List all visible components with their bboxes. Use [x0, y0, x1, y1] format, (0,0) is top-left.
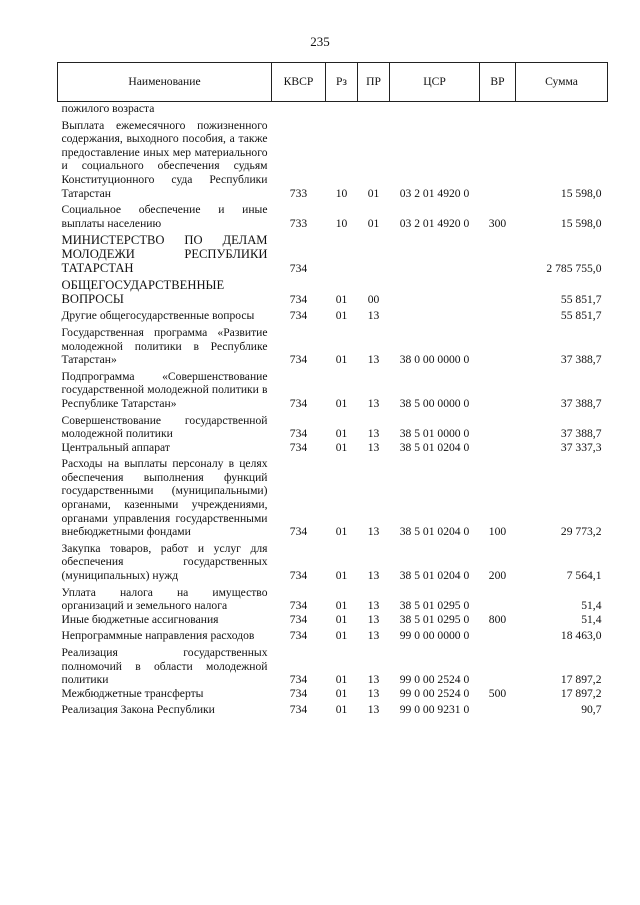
- table-row: [58, 116, 608, 201]
- cell-name: Социальное обеспечение и иные выплаты населению: [61, 203, 268, 230]
- cell-kvsr: 733: [289, 216, 308, 230]
- table-row: [58, 200, 608, 230]
- cell-kvsr: 734: [289, 525, 308, 539]
- cell-csr: 99 0 00 2524 0: [399, 673, 470, 687]
- cell-csr: [390, 306, 480, 323]
- header-sum: Сумма: [516, 63, 608, 102]
- cell-vr: [480, 306, 516, 323]
- cell-sum: 37 388,7: [560, 353, 602, 367]
- cell-vr: [480, 102, 516, 116]
- cell-csr: [390, 102, 480, 116]
- cell-rz: [326, 102, 358, 116]
- cell-sum: 17 897,2: [560, 673, 602, 687]
- cell-csr: 03 2 01 4920 0: [399, 186, 470, 200]
- cell-pr: [358, 102, 390, 116]
- table-row: [58, 275, 608, 306]
- cell-rz: 01: [335, 673, 348, 687]
- cell-name: Непрограммные направления расходов: [61, 629, 255, 643]
- cell-vr: [480, 441, 516, 455]
- cell-kvsr: 734: [289, 309, 308, 323]
- cell-rz: 01: [335, 599, 348, 613]
- cell-vr: 300: [488, 216, 507, 230]
- cell-pr: 13: [367, 599, 380, 613]
- cell-name: Расходы на выплаты персоналу в целях обеспечения выполнения функций государственными (муниципальными) органами, казенными учреждениями, органами управления государственными внебюджетными фондами: [61, 457, 268, 539]
- cell-csr: 99 0 00 0000 0: [399, 629, 470, 643]
- cell-pr: 13: [367, 629, 380, 643]
- cell-vr: 200: [488, 569, 507, 583]
- cell-name: МИНИСТЕРСТВО ПО ДЕЛАМ МОЛОДЕЖИ РЕСПУБЛИКИ ТАТАРСТАН: [61, 233, 268, 276]
- budget-table: [57, 62, 608, 717]
- cell-pr: 01: [367, 216, 380, 230]
- header-csr: ЦСР: [390, 63, 480, 102]
- table-header-row: [58, 63, 608, 102]
- cell-rz: 01: [335, 309, 348, 323]
- cell-sum: 7 564,1: [566, 569, 602, 583]
- cell-name: Подпрограмма «Совершенствование государственной молодежной политики в Республике Татарстан»: [61, 369, 268, 410]
- cell-sum: 29 773,2: [560, 525, 602, 539]
- cell-rz: 01: [335, 396, 348, 410]
- table-row: [58, 583, 608, 613]
- table-row: [58, 626, 608, 643]
- table-row: [58, 643, 608, 687]
- table-row: [58, 454, 608, 539]
- cell-kvsr: 734: [289, 292, 308, 306]
- cell-pr: 13: [367, 440, 380, 454]
- cell-rz: 10: [335, 186, 348, 200]
- table-row: [58, 613, 608, 627]
- cell-csr: 38 5 01 0000 0: [399, 427, 470, 441]
- cell-sum: 15 598,0: [560, 186, 602, 200]
- cell-rz: 10: [335, 216, 348, 230]
- cell-name: Иные бюджетные ассигнования: [61, 612, 219, 626]
- cell-kvsr: 734: [289, 599, 308, 613]
- cell-name: Другие общегосударственные вопросы: [61, 309, 255, 323]
- cell-vr: [480, 583, 516, 613]
- cell-name: пожилого возраста: [61, 102, 155, 115]
- cell-sum: 18 463,0: [560, 629, 602, 643]
- cell-kvsr: 734: [289, 612, 308, 626]
- cell-csr: 99 0 00 2524 0: [399, 686, 470, 700]
- cell-kvsr: 734: [289, 629, 308, 643]
- header-rz: Рз: [326, 63, 358, 102]
- cell-rz: 01: [335, 629, 348, 643]
- cell-rz: 01: [335, 427, 348, 441]
- cell-rz: [326, 230, 358, 275]
- cell-pr: 01: [367, 186, 380, 200]
- cell-name: Государственная программа «Развитие молодежной политики в Республике Татарстан»: [61, 325, 268, 367]
- cell-rz: 01: [335, 686, 348, 700]
- cell-vr: [480, 643, 516, 687]
- cell-csr: 38 5 01 0204 0: [399, 440, 470, 454]
- table-row: [58, 539, 608, 583]
- table-row: [58, 230, 608, 275]
- cell-sum: 37 388,7: [560, 396, 602, 410]
- cell-name: ОБЩЕГОСУДАРСТВЕННЫЕ ВОПРОСЫ: [61, 278, 225, 307]
- table-row: [58, 323, 608, 367]
- cell-pr: [358, 230, 390, 275]
- cell-vr: [480, 230, 516, 275]
- cell-sum: 51,4: [581, 599, 602, 613]
- cell-rz: 01: [335, 569, 348, 583]
- cell-name: Выплата ежемесячного пожизненного содержания, выходного пособия, а также предоставление иных мер материального и социального обеспечения судьям Конституционного суда Республики Татарстан: [61, 118, 268, 200]
- cell-pr: 13: [367, 569, 380, 583]
- cell-vr: 500: [488, 686, 507, 700]
- cell-kvsr: 734: [289, 396, 308, 410]
- cell-rz: 01: [335, 440, 348, 454]
- cell-sum: 17 897,2: [560, 686, 602, 700]
- cell-csr: 38 5 01 0204 0: [399, 525, 470, 539]
- cell-kvsr: 734: [289, 569, 308, 583]
- cell-csr: 38 5 01 0204 0: [399, 569, 470, 583]
- cell-kvsr: 734: [289, 440, 308, 454]
- cell-vr: [480, 275, 516, 306]
- cell-rz: 01: [335, 612, 348, 626]
- page-number: 235: [310, 34, 330, 49]
- table-row: [58, 411, 608, 441]
- cell-vr: 800: [488, 612, 507, 626]
- cell-pr: 13: [367, 353, 380, 367]
- cell-pr: 00: [367, 292, 380, 306]
- cell-sum: 90,7: [581, 703, 602, 717]
- cell-sum: 55 851,7: [560, 292, 602, 306]
- cell-sum: 15 598,0: [560, 216, 602, 230]
- cell-kvsr: 734: [289, 686, 308, 700]
- table-row: [58, 367, 608, 411]
- cell-name: Закупка товаров, работ и услуг для обеспечения государственных (муниципальных) нужд: [61, 541, 268, 583]
- cell-pr: 13: [367, 396, 380, 410]
- cell-name: Уплата налога на имущество организаций и земельного налога: [61, 585, 268, 613]
- cell-vr: [480, 367, 516, 411]
- table-row: [58, 306, 608, 323]
- cell-csr: 38 5 00 0000 0: [399, 396, 470, 410]
- cell-csr: 38 5 01 0295 0: [399, 612, 470, 626]
- cell-vr: [480, 116, 516, 201]
- cell-kvsr: 734: [289, 353, 308, 367]
- cell-sum: 2 785 755,0: [546, 261, 602, 275]
- cell-pr: 13: [367, 686, 380, 700]
- cell-vr: [480, 626, 516, 643]
- header-pr: ПР: [358, 63, 390, 102]
- cell-kvsr: 733: [289, 186, 308, 200]
- cell-name: Реализация государственных полномочий в области молодежной политики: [61, 646, 268, 687]
- cell-name: Реализация Закона Республики: [61, 703, 215, 717]
- cell-kvsr: 734: [289, 673, 308, 687]
- table-row: [58, 102, 608, 116]
- cell-sum: 37 337,3: [560, 440, 602, 454]
- cell-sum: 55 851,7: [560, 309, 602, 323]
- cell-vr: 100: [488, 525, 507, 539]
- cell-csr: 99 0 00 9231 0: [399, 703, 470, 717]
- cell-csr: 38 0 00 0000 0: [399, 353, 470, 367]
- cell-sum: 51,4: [581, 612, 602, 626]
- cell-csr: 38 5 01 0295 0: [399, 599, 470, 613]
- cell-kvsr: 734: [289, 261, 308, 275]
- cell-kvsr: [272, 102, 326, 116]
- cell-csr: 03 2 01 4920 0: [399, 216, 470, 230]
- cell-pr: 13: [367, 673, 380, 687]
- cell-csr: [390, 275, 480, 306]
- cell-vr: [480, 411, 516, 441]
- table-row: [58, 687, 608, 701]
- header-vr: ВР: [480, 63, 516, 102]
- cell-sum: 37 388,7: [560, 427, 602, 441]
- cell-name: Межбюджетные трансферты: [61, 686, 204, 700]
- cell-rz: 01: [335, 703, 348, 717]
- cell-pr: 13: [367, 703, 380, 717]
- cell-kvsr: 734: [289, 427, 308, 441]
- header-kvsr: КВСР: [272, 63, 326, 102]
- cell-pr: 13: [367, 525, 380, 539]
- cell-name: Центральный аппарат: [61, 440, 170, 454]
- cell-kvsr: 734: [289, 703, 308, 717]
- cell-pr: 13: [367, 612, 380, 626]
- cell-sum: [516, 102, 608, 116]
- cell-rz: 01: [335, 292, 348, 306]
- table-row: [58, 441, 608, 455]
- cell-name: Совершенствование государственной молодежной политики: [61, 413, 268, 441]
- cell-csr: [390, 230, 480, 275]
- cell-vr: [480, 323, 516, 367]
- cell-pr: 13: [367, 309, 380, 323]
- cell-pr: 13: [367, 427, 380, 441]
- cell-rz: 01: [335, 353, 348, 367]
- cell-vr: [480, 700, 516, 717]
- cell-rz: 01: [335, 525, 348, 539]
- header-name: Наименование: [58, 63, 272, 102]
- table-row: [58, 700, 608, 717]
